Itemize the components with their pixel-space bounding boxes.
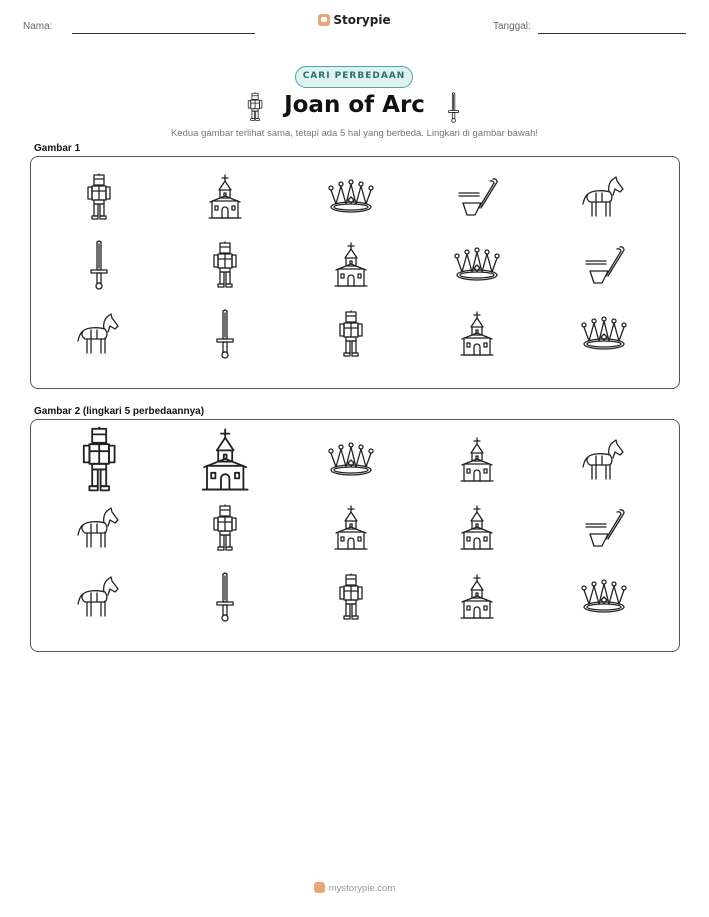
date-line[interactable] bbox=[538, 33, 686, 34]
church-icon[interactable] bbox=[286, 494, 416, 562]
horse-icon bbox=[539, 163, 669, 231]
name-label: Nama: bbox=[23, 21, 53, 32]
sword-icon[interactable] bbox=[160, 563, 290, 631]
church-icon bbox=[286, 231, 416, 299]
brand bbox=[0, 13, 709, 27]
church-icon bbox=[160, 163, 290, 231]
footer bbox=[0, 882, 709, 894]
horse-icon[interactable] bbox=[539, 426, 669, 494]
knight-icon[interactable] bbox=[34, 426, 164, 494]
plow-icon[interactable] bbox=[539, 494, 669, 562]
church-icon[interactable] bbox=[412, 563, 542, 631]
activity-badge: CARI PERBEDAAN bbox=[295, 66, 413, 88]
crown-icon[interactable] bbox=[286, 426, 416, 494]
plow-icon bbox=[412, 163, 542, 231]
picture-panel-1 bbox=[30, 156, 680, 389]
horse-icon[interactable] bbox=[34, 494, 164, 562]
picture-panel-2[interactable] bbox=[30, 419, 680, 652]
panel1-label: Gambar 1 bbox=[34, 143, 81, 154]
footer-url: mystorypie.com bbox=[328, 883, 396, 894]
sword-icon bbox=[160, 300, 290, 368]
date-label: Tanggal: bbox=[493, 21, 531, 32]
plow-icon bbox=[539, 231, 669, 299]
church-icon[interactable] bbox=[412, 426, 542, 494]
storypie-logo-icon bbox=[314, 882, 325, 893]
crown-icon bbox=[412, 231, 542, 299]
knight-icon bbox=[34, 163, 164, 231]
knight-icon[interactable] bbox=[286, 563, 416, 631]
instructions: Kedua gambar terlihat sama, tetapi ada 5 hal yang berbeda. Lingkari di gambar bawah! bbox=[170, 128, 539, 139]
knight-icon bbox=[286, 300, 416, 368]
church-icon[interactable] bbox=[412, 494, 542, 562]
crown-icon bbox=[286, 163, 416, 231]
knight-icon bbox=[160, 231, 290, 299]
storypie-logo-icon bbox=[318, 14, 330, 26]
horse-icon bbox=[34, 300, 164, 368]
church-icon[interactable] bbox=[160, 426, 290, 494]
name-line[interactable] bbox=[72, 33, 255, 34]
church-icon bbox=[412, 300, 542, 368]
sword-icon bbox=[34, 231, 164, 299]
horse-icon[interactable] bbox=[34, 563, 164, 631]
crown-icon bbox=[539, 300, 669, 368]
title-sword-icon bbox=[448, 92, 459, 127]
page-title: Joan of Arc bbox=[284, 92, 425, 118]
knight-icon[interactable] bbox=[160, 494, 290, 562]
panel2-label: Gambar 2 (lingkari 5 perbedaannya) bbox=[34, 406, 205, 417]
crown-icon[interactable] bbox=[539, 563, 669, 631]
brand-text: Storypie bbox=[333, 13, 391, 27]
